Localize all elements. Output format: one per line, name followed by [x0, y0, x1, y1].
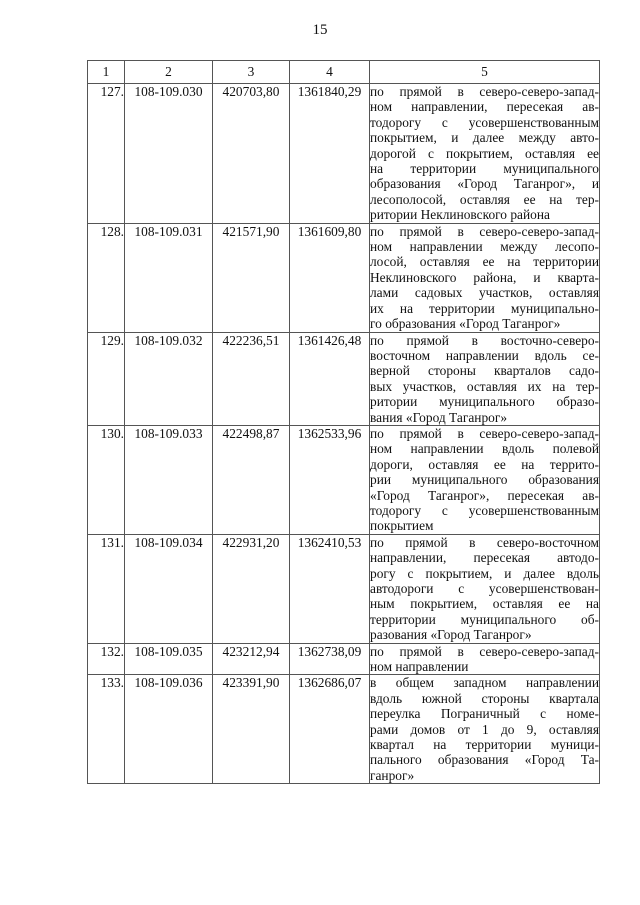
description-line: на территории муниципального [370, 161, 599, 177]
description-line: направлении, пересекая автодо- [370, 550, 599, 566]
row-number-cell: 133. [88, 675, 125, 784]
y-coordinate-cell: 1361840,29 [290, 84, 370, 224]
row-number-cell: 129. [88, 332, 125, 425]
x-coordinate-cell: 421571,90 [213, 223, 290, 332]
table-row [88, 643, 600, 675]
point-id-cell: 108-109.034 [125, 534, 213, 643]
description-line: территории муниципального об- [370, 611, 599, 627]
description-line: лесополосой, оставляя ее на тер- [370, 191, 599, 207]
description-line: рами домов от 1 до 9, оставляя [370, 721, 599, 737]
point-id-cell: 108-109.036 [125, 675, 213, 784]
description-line: вых участков, оставляя их на тер- [370, 378, 599, 394]
boundary-description-cell [370, 84, 600, 224]
description-line: тодорогу с усовершенствованным [370, 502, 599, 518]
boundary-description-cell [370, 643, 600, 675]
description-line: лами садовых участков, оставляя [370, 285, 599, 301]
description-line: ритории Неклиновского района [370, 207, 550, 223]
description-line: квартал на территории муници- [370, 737, 599, 753]
y-coordinate-cell: 1361426,48 [290, 332, 370, 425]
description-line: рии муниципального образования [370, 472, 599, 488]
y-coordinate-cell: 1362738,09 [290, 643, 370, 675]
boundary-description-cell [370, 425, 600, 534]
description-line: дороги, оставляя ее на террито- [370, 456, 599, 472]
x-coordinate-cell: 423212,94 [213, 643, 290, 675]
description-line: ритории муниципального образо- [370, 394, 599, 410]
boundary-description-cell [370, 332, 600, 425]
description-line: «Город Таганрог», пересекая ав- [370, 487, 599, 503]
boundary-description-cell [370, 534, 600, 643]
point-id-cell: 108-109.032 [125, 332, 213, 425]
description-line: восточном направлении вдоль се- [370, 347, 599, 363]
boundary-description-cell [370, 675, 600, 784]
column-header: 3 [213, 61, 290, 84]
description-line: верной стороны кварталов садо- [370, 363, 599, 379]
description-line: ном направлении между лесопо- [370, 239, 599, 255]
description-line: ганрог» [370, 767, 415, 783]
point-id-cell: 108-109.035 [125, 643, 213, 675]
x-coordinate-cell: 422498,87 [213, 425, 290, 534]
description-line: дорогой с покрытием, оставляя ее [370, 145, 599, 161]
description-line: ном направлении, пересекая ав- [370, 99, 599, 115]
description-line: тодорогу с усовершенствованным [370, 114, 599, 130]
x-coordinate-cell: 422931,20 [213, 534, 290, 643]
point-id-cell: 108-109.030 [125, 84, 213, 224]
table-row [88, 332, 600, 425]
description-line: ном направлении [370, 659, 469, 675]
description-line: рогу с покрытием, и далее вдоль [370, 565, 599, 581]
point-id-cell: 108-109.033 [125, 425, 213, 534]
description-line: по прямой в северо-северо-запад- [370, 643, 599, 659]
table-row [88, 223, 600, 332]
description-line: вания «Город Таганрог» [370, 409, 508, 425]
description-line: покрытием [370, 518, 434, 534]
row-number-cell: 132. [88, 643, 125, 675]
description-line: в общем западном направлении [370, 675, 599, 691]
description-line: по прямой в восточно-северо- [370, 332, 599, 348]
description-line: го образования «Город Таганрог» [370, 316, 561, 332]
row-number-cell: 131. [88, 534, 125, 643]
description-line: ным покрытием, оставляя ее на [370, 596, 599, 612]
x-coordinate-cell: 423391,90 [213, 675, 290, 784]
y-coordinate-cell: 1361609,80 [290, 223, 370, 332]
point-id-cell: 108-109.031 [125, 223, 213, 332]
column-header: 5 [370, 61, 600, 84]
description-line: пального образования «Город Та- [370, 752, 599, 768]
description-line: ном направлении вдоль полевой [370, 441, 599, 457]
description-line: автодороги с усовершенствован- [370, 581, 599, 596]
x-coordinate-cell: 422236,51 [213, 332, 290, 425]
row-number-cell: 130. [88, 425, 125, 534]
y-coordinate-cell: 1362686,07 [290, 675, 370, 784]
description-line: вдоль южной стороны квартала [370, 690, 599, 706]
description-line: их на территории муниципально- [370, 300, 599, 316]
description-line: лосой, оставляя ее на территории [370, 254, 599, 270]
description-line: разования «Город Таганрог» [370, 627, 532, 643]
y-coordinate-cell: 1362410,53 [290, 534, 370, 643]
table-header-row [88, 61, 600, 84]
column-header: 1 [88, 61, 125, 84]
x-coordinate-cell: 420703,80 [213, 84, 290, 224]
table-row [88, 675, 600, 784]
page-number: 15 [312, 22, 328, 38]
table-row [88, 425, 600, 534]
boundary-description-cell [370, 223, 600, 332]
description-line: Неклиновского района, и кварта- [370, 269, 599, 285]
y-coordinate-cell: 1362533,96 [290, 425, 370, 534]
column-header: 4 [290, 61, 370, 84]
description-line: по прямой в северо-северо-запад- [370, 84, 599, 99]
description-line: покрытием, и далее между авто- [370, 130, 599, 146]
column-header: 2 [125, 61, 213, 84]
row-number-cell: 128. [88, 223, 125, 332]
description-line: по прямой в северо-северо-запад- [370, 425, 599, 441]
description-line: по прямой в северо-северо-запад- [370, 223, 599, 239]
description-line: по прямой в северо-восточном [370, 534, 599, 550]
table-row [88, 534, 600, 643]
description-line: переулка Пограничный с номе- [370, 706, 599, 722]
description-line: образования «Город Таганрог», и [370, 176, 599, 192]
table-row [88, 84, 600, 224]
row-number-cell: 127. [88, 84, 125, 224]
boundary-coordinates-table [87, 60, 600, 784]
